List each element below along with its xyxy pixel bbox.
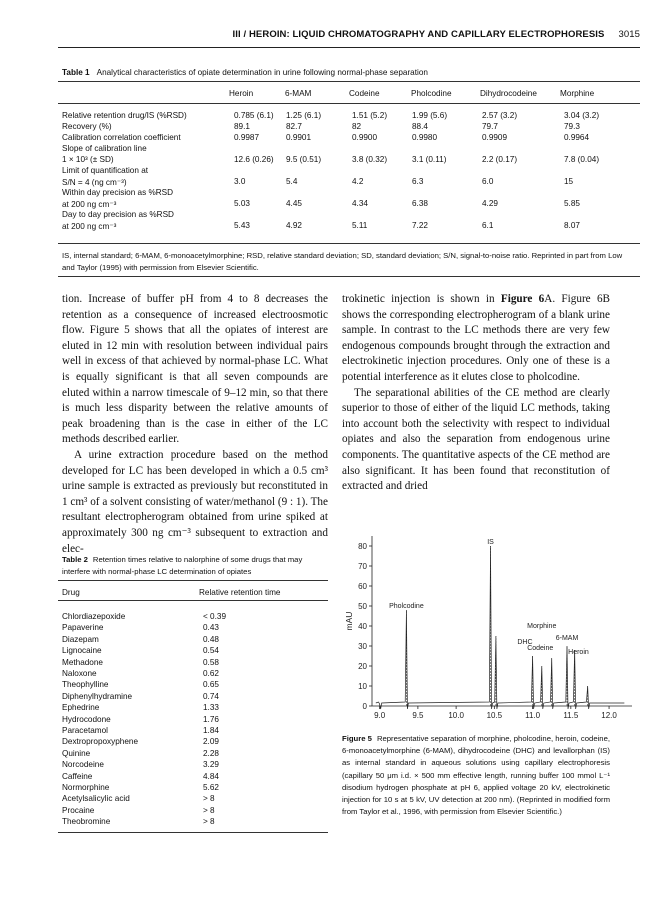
table2-value: 1.33: [203, 703, 219, 713]
table2-drug: Procaine: [62, 805, 95, 815]
table2-value: 0.65: [203, 680, 219, 690]
table1-col-header: Codeine: [349, 89, 380, 98]
table2-row: [62, 749, 330, 761]
table1-header-row: [62, 89, 640, 100]
table2-drug: Papaverine: [62, 623, 104, 633]
table1-cell: 3.0: [234, 177, 246, 186]
x-tick-label: 12.0: [601, 711, 617, 720]
table1-cell: 0.9987: [234, 133, 260, 142]
table2-row: [62, 817, 330, 829]
table1-cell: 82: [352, 122, 362, 131]
table1-row-label: Day to day precision as %RSD: [62, 210, 174, 219]
table2-drug: Ephedrine: [62, 703, 100, 713]
table1-cell: 7.8 (0.04): [564, 155, 600, 164]
table1-cell: 9.5 (0.51): [286, 155, 322, 164]
table1-cell: 3.8 (0.32): [352, 155, 388, 164]
table2-col-rrt: Relative retention time: [199, 588, 281, 597]
table1-cell: 4.34: [352, 199, 368, 208]
table1-col-header: Morphine: [560, 89, 595, 98]
table1-cell: 1.99 (5.6): [412, 111, 448, 120]
table1-row-label: 1 × 10³ (± SD): [62, 155, 114, 164]
table2-drug: Quinine: [62, 748, 91, 758]
table1-cell: 3.1 (0.11): [412, 155, 447, 164]
table2-row: [62, 703, 330, 715]
table2-drug: Methadone: [62, 657, 103, 667]
table1-cell: 82.7: [286, 122, 302, 131]
table2-header-rule: [58, 600, 328, 601]
table1-cell: 0.785 (6.1): [234, 111, 274, 120]
table1-cell: 8.07: [564, 221, 580, 230]
text-run: trokinetic injection is shown in: [342, 293, 501, 305]
table1-col-header: Heroin: [229, 89, 254, 98]
y-tick-label: 60: [358, 582, 367, 591]
x-tick-label: 11.5: [563, 711, 579, 720]
peak-label: Heroin: [568, 649, 589, 656]
table2-caption: [62, 554, 330, 577]
table1-cell: 6.3: [412, 177, 424, 186]
table1-cell: 89.1: [234, 122, 250, 131]
table2-row: [62, 669, 330, 681]
table2-value: 0.62: [203, 669, 219, 678]
table1-cell: 79.7: [482, 122, 498, 131]
x-tick-label: 10.5: [486, 711, 503, 720]
table1-cell: 5.11: [352, 221, 368, 230]
table2-drug: Normorphine: [62, 783, 110, 792]
table2-value: < 0.39: [203, 612, 226, 621]
table2-drug: Naloxone: [62, 669, 97, 678]
table2-drug: Theophylline: [62, 680, 109, 690]
table2-row: [62, 715, 330, 727]
table2-value: 2.28: [203, 748, 219, 758]
table2-value: 2.09: [203, 737, 219, 747]
text-run: A. Figure 6B shows the corresponding electropherogram of a blank urine sample. In contrast to the LC methods there are very few endogenous compounds brought through the extraction and electrokinetic injection procedures. Only one of these is a potential interference as it elutes close to pholcodine.: [342, 293, 610, 383]
table2-row: [62, 760, 330, 772]
table2-drug: Norcodeine: [62, 760, 104, 770]
table2-value: 5.62: [203, 783, 219, 792]
y-tick-label: 50: [358, 602, 367, 611]
left-column-text: [62, 292, 328, 557]
y-tick-label: 20: [358, 662, 367, 671]
peak-label: 6-MAM: [555, 635, 579, 642]
peak-label: Codeine: [527, 645, 554, 652]
table1-row-label: Relative retention drug/IS (%RSD): [62, 111, 187, 120]
table1-cell: 6.1: [482, 221, 494, 230]
table1-row-label: at 200 ng cm⁻³: [62, 200, 117, 209]
table1-cell: 1.51 (5.2): [352, 111, 388, 120]
y-tick-label: 80: [358, 542, 367, 551]
y-axis-label: mAU: [344, 611, 354, 631]
table2-row: [62, 680, 330, 692]
paragraph: The separational abilities of the CE method are clearly superior to those of either of the liquid LC methods, taking into account both the selectivity with respect to individual opiates and also the separation from endogenous urine components. The quantitative aspects of the CE method are also significant. It has been found that reconstitution of extracted and dried: [342, 386, 610, 493]
table2-value: 0.74: [203, 691, 219, 701]
table1-cell: 0.9964: [564, 133, 590, 142]
table2-value: > 8: [203, 817, 215, 827]
table1-row-label: Limit of quantification at: [62, 166, 149, 175]
table2-value: 1.84: [203, 726, 219, 735]
table2-bottom-rule: [58, 832, 328, 833]
y-tick-label: 40: [358, 622, 367, 631]
header-rule: [58, 47, 640, 48]
table1-cell: 3.04 (3.2): [564, 111, 600, 120]
table1-cell: 7.22: [412, 221, 428, 230]
table2-drug: Dextropropoxyphene: [62, 737, 139, 747]
table1-bottom-rule: [58, 243, 640, 244]
table2-drug: Diphenylhydramine: [62, 691, 133, 701]
x-tick-label: 11.0: [525, 711, 541, 720]
table2-value: 4.84: [203, 771, 219, 781]
x-tick-label: 9.0: [374, 711, 386, 720]
right-column-text: [342, 292, 610, 495]
table2-row: [62, 635, 330, 647]
table1-cell: 0.9900: [352, 133, 378, 142]
table1-header-rule: [58, 103, 640, 104]
table2-drug: Paracetamol: [62, 726, 108, 735]
x-tick-label: 10.0: [448, 711, 464, 720]
table1-cell: 0.9901: [286, 133, 312, 142]
table1-cell: 79.3: [564, 122, 580, 131]
table1-cell: 5.03: [234, 199, 250, 208]
running-header: [0, 29, 640, 43]
table2-row: [62, 783, 330, 795]
table2-row: [62, 737, 330, 749]
table1-cell: 0.9909: [482, 133, 508, 142]
y-tick-label: 70: [358, 562, 367, 571]
table1-cell: 4.29: [482, 199, 498, 208]
table1-row-label: S/N = 4 (ng cm⁻³): [62, 178, 127, 187]
table1-cell: 6.0: [482, 177, 494, 186]
table1-cell: 4.2: [352, 177, 364, 186]
running-title: III / HEROIN: LIQUID CHROMATOGRAPHY AND CAPILLARY ELECTROPHORESIS: [232, 29, 605, 40]
table1-footnote: IS, internal standard; 6-MAM, 6-monoacetylmorphine; RSD, relative standard deviation; SD, standard deviation; S/N, signal-to-noise ratio. Reprinted in part from Low and Taylor (1995) with permission from Elsevier Scientific.: [62, 251, 623, 272]
peak-label: IS: [487, 539, 494, 546]
table2-drug: Theobromine: [62, 817, 111, 827]
y-tick-label: 30: [358, 642, 367, 651]
table1-row-label: Recovery (%): [62, 122, 112, 131]
table2-row: [62, 692, 330, 704]
figure5-label: Figure 5: [342, 734, 372, 743]
table1-cell: 0.9980: [412, 133, 438, 142]
table2-row: [62, 806, 330, 818]
table2-value: 0.58: [203, 657, 219, 667]
figure5-chart: [340, 528, 640, 728]
table1-row-label: at 200 ng cm⁻³: [62, 222, 117, 231]
table1-cell: 5.4: [286, 177, 298, 186]
paragraph: tion. Increase of buffer pH from 4 to 8 decreases the retention as a consequence of increased electroosmotic flow. Figure 5 shows that all the opiates of interest are eluted in 12 min with resolution between individual pairs well in excess of that achieved by normal-phase LC. What is equally significant is that all seven compounds are eluted within a narrow timescale of 9–12 min, so that there is much less disparity between the relative amounts of peak broadening than is the case in either of the LC methods described earlier.: [62, 293, 328, 446]
table2-row: [62, 612, 330, 624]
table2-value: 0.54: [203, 646, 219, 656]
page-number: 3015: [618, 29, 640, 40]
table2-row: [62, 726, 330, 738]
table1-cell: 5.43: [234, 221, 250, 230]
table1-footnote-rule: [58, 276, 640, 277]
table2-drug: Acetylsalicylic acid: [62, 794, 130, 804]
table1-top-rule: [58, 81, 640, 82]
peak-label: Pholcodine: [389, 603, 424, 610]
table2-value: 3.29: [203, 760, 219, 770]
table2-row: [62, 772, 330, 784]
table2-value: 0.48: [203, 634, 219, 644]
table1-col-header: 6-MAM: [285, 89, 312, 98]
table2-label: Table 2: [62, 555, 88, 564]
table1-col-header: Pholcodine: [411, 89, 452, 98]
figure5-caption-text: Representative separation of morphine, pholcodine, heroin, codeine, 6-monoacetylmorphine (6-MAM), dihydrocodeine (DHC) and levallorphan (IS) as internal standard in aqueous solutions using capillary electrophoresis (capillary 50 μm i.d. × 500 mm effective length, running buffer 100 mmol L⁻¹ disodium hydrogen phosphate at pH 6, applied voltage 20 kV, electrokinetic injection for 10 s at 5 kV, UV detection at 200 nm). (Reprinted in modified form from Taylor et al., 1996, with permission from Elsevier Scientific.): [342, 734, 610, 817]
table1-cell: 1.25 (6.1): [286, 111, 322, 120]
y-tick-label: 0: [362, 702, 367, 711]
table1-row-label: Slope of calibration line: [62, 144, 147, 153]
table1-caption: [62, 68, 428, 77]
electropherogram-trace: [376, 546, 625, 709]
table2-value: 1.76: [203, 714, 219, 724]
table2-caption-text: Retention times relative to nalorphine of some drugs that may interfere with normal-phase LC determination of opiates: [62, 555, 303, 576]
table2-row: [62, 794, 330, 806]
table2-row: [62, 646, 330, 658]
table2-col-drug: Drug: [62, 588, 80, 597]
table1-cell: 4.92: [286, 221, 302, 230]
table1-cell: 2.57 (3.2): [482, 111, 518, 120]
paragraph: [342, 292, 610, 386]
table1-cell: 2.2 (0.17): [482, 155, 518, 164]
peak-label: DHC: [517, 639, 533, 646]
table2-top-rule: [58, 580, 328, 581]
y-tick-label: 10: [358, 682, 367, 691]
table2-value: > 8: [203, 805, 215, 815]
table1-cell: 88.4: [412, 122, 428, 131]
figure5-caption: [342, 733, 610, 818]
figure-reference-link[interactable]: Figure 6: [500, 293, 545, 305]
table2-row: [62, 658, 330, 670]
peak-label: Morphine: [527, 623, 557, 630]
table2-value: > 8: [203, 794, 215, 804]
table1-cell: 5.85: [564, 199, 580, 208]
table1-caption-text: Analytical characteristics of opiate determination in urine following normal-phase separation: [96, 68, 428, 77]
table1-cell: 6.38: [412, 199, 428, 208]
table1-cell: 15: [564, 177, 574, 186]
table1-row-label: Calibration correlation coefficient: [62, 133, 181, 142]
table2-drug: Diazepam: [62, 634, 99, 644]
table1-row-label: Within day precision as %RSD: [62, 188, 174, 197]
table1-label: Table 1: [62, 68, 90, 77]
table1-col-header: Dihydrocodeine: [480, 89, 537, 98]
table2-drug: Chlordiazepoxide: [62, 612, 126, 621]
paragraph: A urine extraction procedure based on the method developed for LC has been developed in which a 0.5 cm³ urine sample is extracted as previously but reconstituted in 1 cm³ of a solvent consisting of water/methanol (9 : 1). The resultant electropherogram obtained from urine spiked at approximately 300 ng cm⁻³ subsequent to extraction and elec-: [62, 448, 328, 555]
x-tick-label: 9.5: [412, 711, 424, 720]
table2-drug: Caffeine: [62, 771, 93, 781]
table2-row: [62, 623, 330, 635]
table1-cell: 12.6 (0.26): [234, 155, 274, 164]
table2-drug: Lignocaine: [62, 646, 102, 656]
table2-value: 0.43: [203, 623, 219, 633]
table1-cell: 4.45: [286, 199, 302, 208]
table2-drug: Hydrocodone: [62, 714, 111, 724]
